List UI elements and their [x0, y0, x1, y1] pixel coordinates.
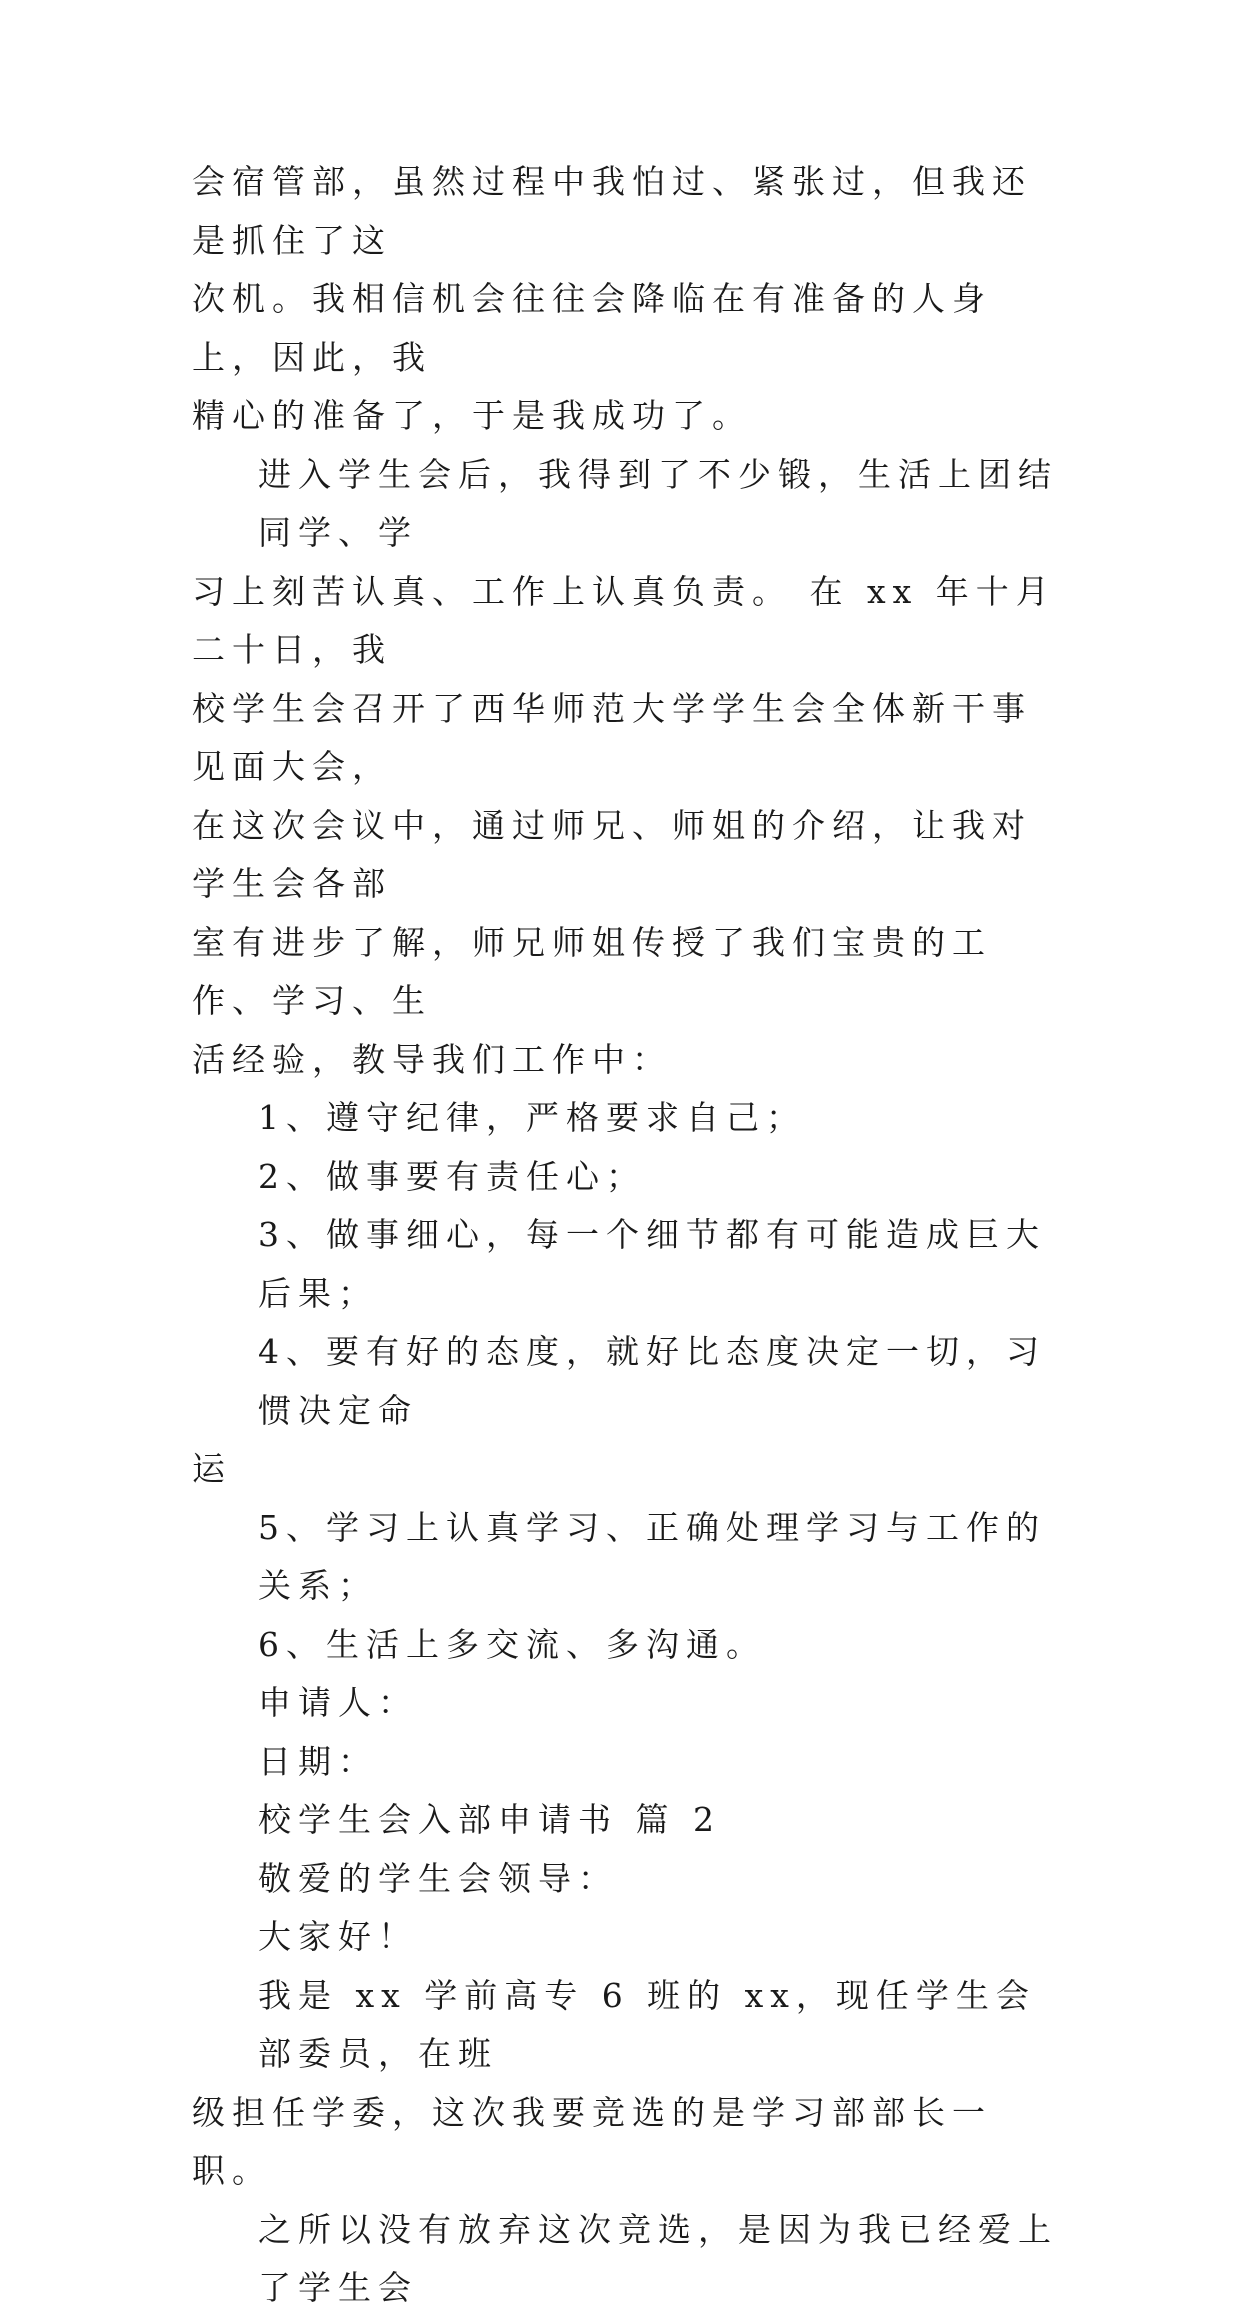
- text-line: 精心的准备了，于是我成功了。: [192, 396, 752, 435]
- paragraph: [192, 1616, 1058, 1675]
- text-line: 敬爱的学生会领导：: [258, 1858, 618, 1898]
- text-line: 3、做事细心，每一个细节都有可能造成巨大后果；: [258, 1215, 1046, 1313]
- text-line: 校学生会入部申请书 篇 2: [258, 1800, 721, 1839]
- text-line: 运: [192, 1449, 232, 1488]
- document-body: [192, 153, 1058, 2318]
- text-line: 会宿管部，虽然过程中我怕过、紧张过，但我还是抓住了这: [192, 162, 1032, 260]
- paragraph: [192, 1733, 1058, 1792]
- text-line: 5、学习上认真学习、正确处理学习与工作的关系；: [258, 1507, 1046, 1605]
- text-line: 在这次会议中，通过师兄、师姐的介绍，让我对学生会各部: [192, 805, 1032, 903]
- paragraph: [192, 1206, 1058, 1323]
- text-line: 级担任学委，这次我要竞选的是学习部部长一职。: [192, 2092, 992, 2190]
- text-line: 习上刻苦认真、工作上认真负责。 在 xx 年十月二十日，我: [192, 571, 1056, 669]
- paragraph: [192, 1323, 1058, 1499]
- paragraph: [192, 1089, 1058, 1148]
- text-line: 日期：: [258, 1741, 378, 1781]
- text-line: 我是 xx 学前高专 6 班的 xx，现任学生会部委员，在班: [258, 1975, 1036, 2073]
- paragraph: [192, 1148, 1058, 1207]
- text-line: 之所以没有放弃这次竞选，是因为我已经爱上了学生会: [258, 2209, 1058, 2307]
- paragraph: [192, 1791, 1058, 1850]
- text-line: 2、做事要有责任心；: [258, 1156, 646, 1196]
- text-line: 1、遵守纪律，严格要求自己；: [258, 1098, 806, 1137]
- text-line: 6、生活上多交流、多沟通。: [258, 1624, 766, 1664]
- text-line: 校学生会召开了西华师范大学学生会全体新干事见面大会，: [192, 688, 1032, 786]
- paragraph: [192, 1850, 1058, 1909]
- text-line: 4、要有好的态度，就好比态度决定一切，习惯决定命: [258, 1332, 1046, 1430]
- paragraph: [192, 1908, 1058, 1967]
- paragraph: [192, 1499, 1058, 1616]
- text-line: 室有进步了解，师兄师姐传授了我们宝贵的工作、学习、生: [192, 922, 992, 1020]
- text-line: 活经验，教导我们工作中：: [192, 1039, 672, 1079]
- text-line: 进入学生会后，我得到了不少锻，生活上团结同学、学: [258, 454, 1058, 552]
- paragraph: [192, 1674, 1058, 1733]
- text-line: 大家好！: [258, 1917, 418, 1956]
- paragraph: [192, 446, 1058, 1090]
- text-line: 次机。我相信机会往往会降临在有准备的人身上，因此，我: [192, 279, 992, 377]
- paragraph: [192, 2201, 1058, 2318]
- paragraph: [192, 153, 1058, 446]
- text-line: 申请人：: [258, 1683, 418, 1722]
- paragraph: [192, 1967, 1058, 2201]
